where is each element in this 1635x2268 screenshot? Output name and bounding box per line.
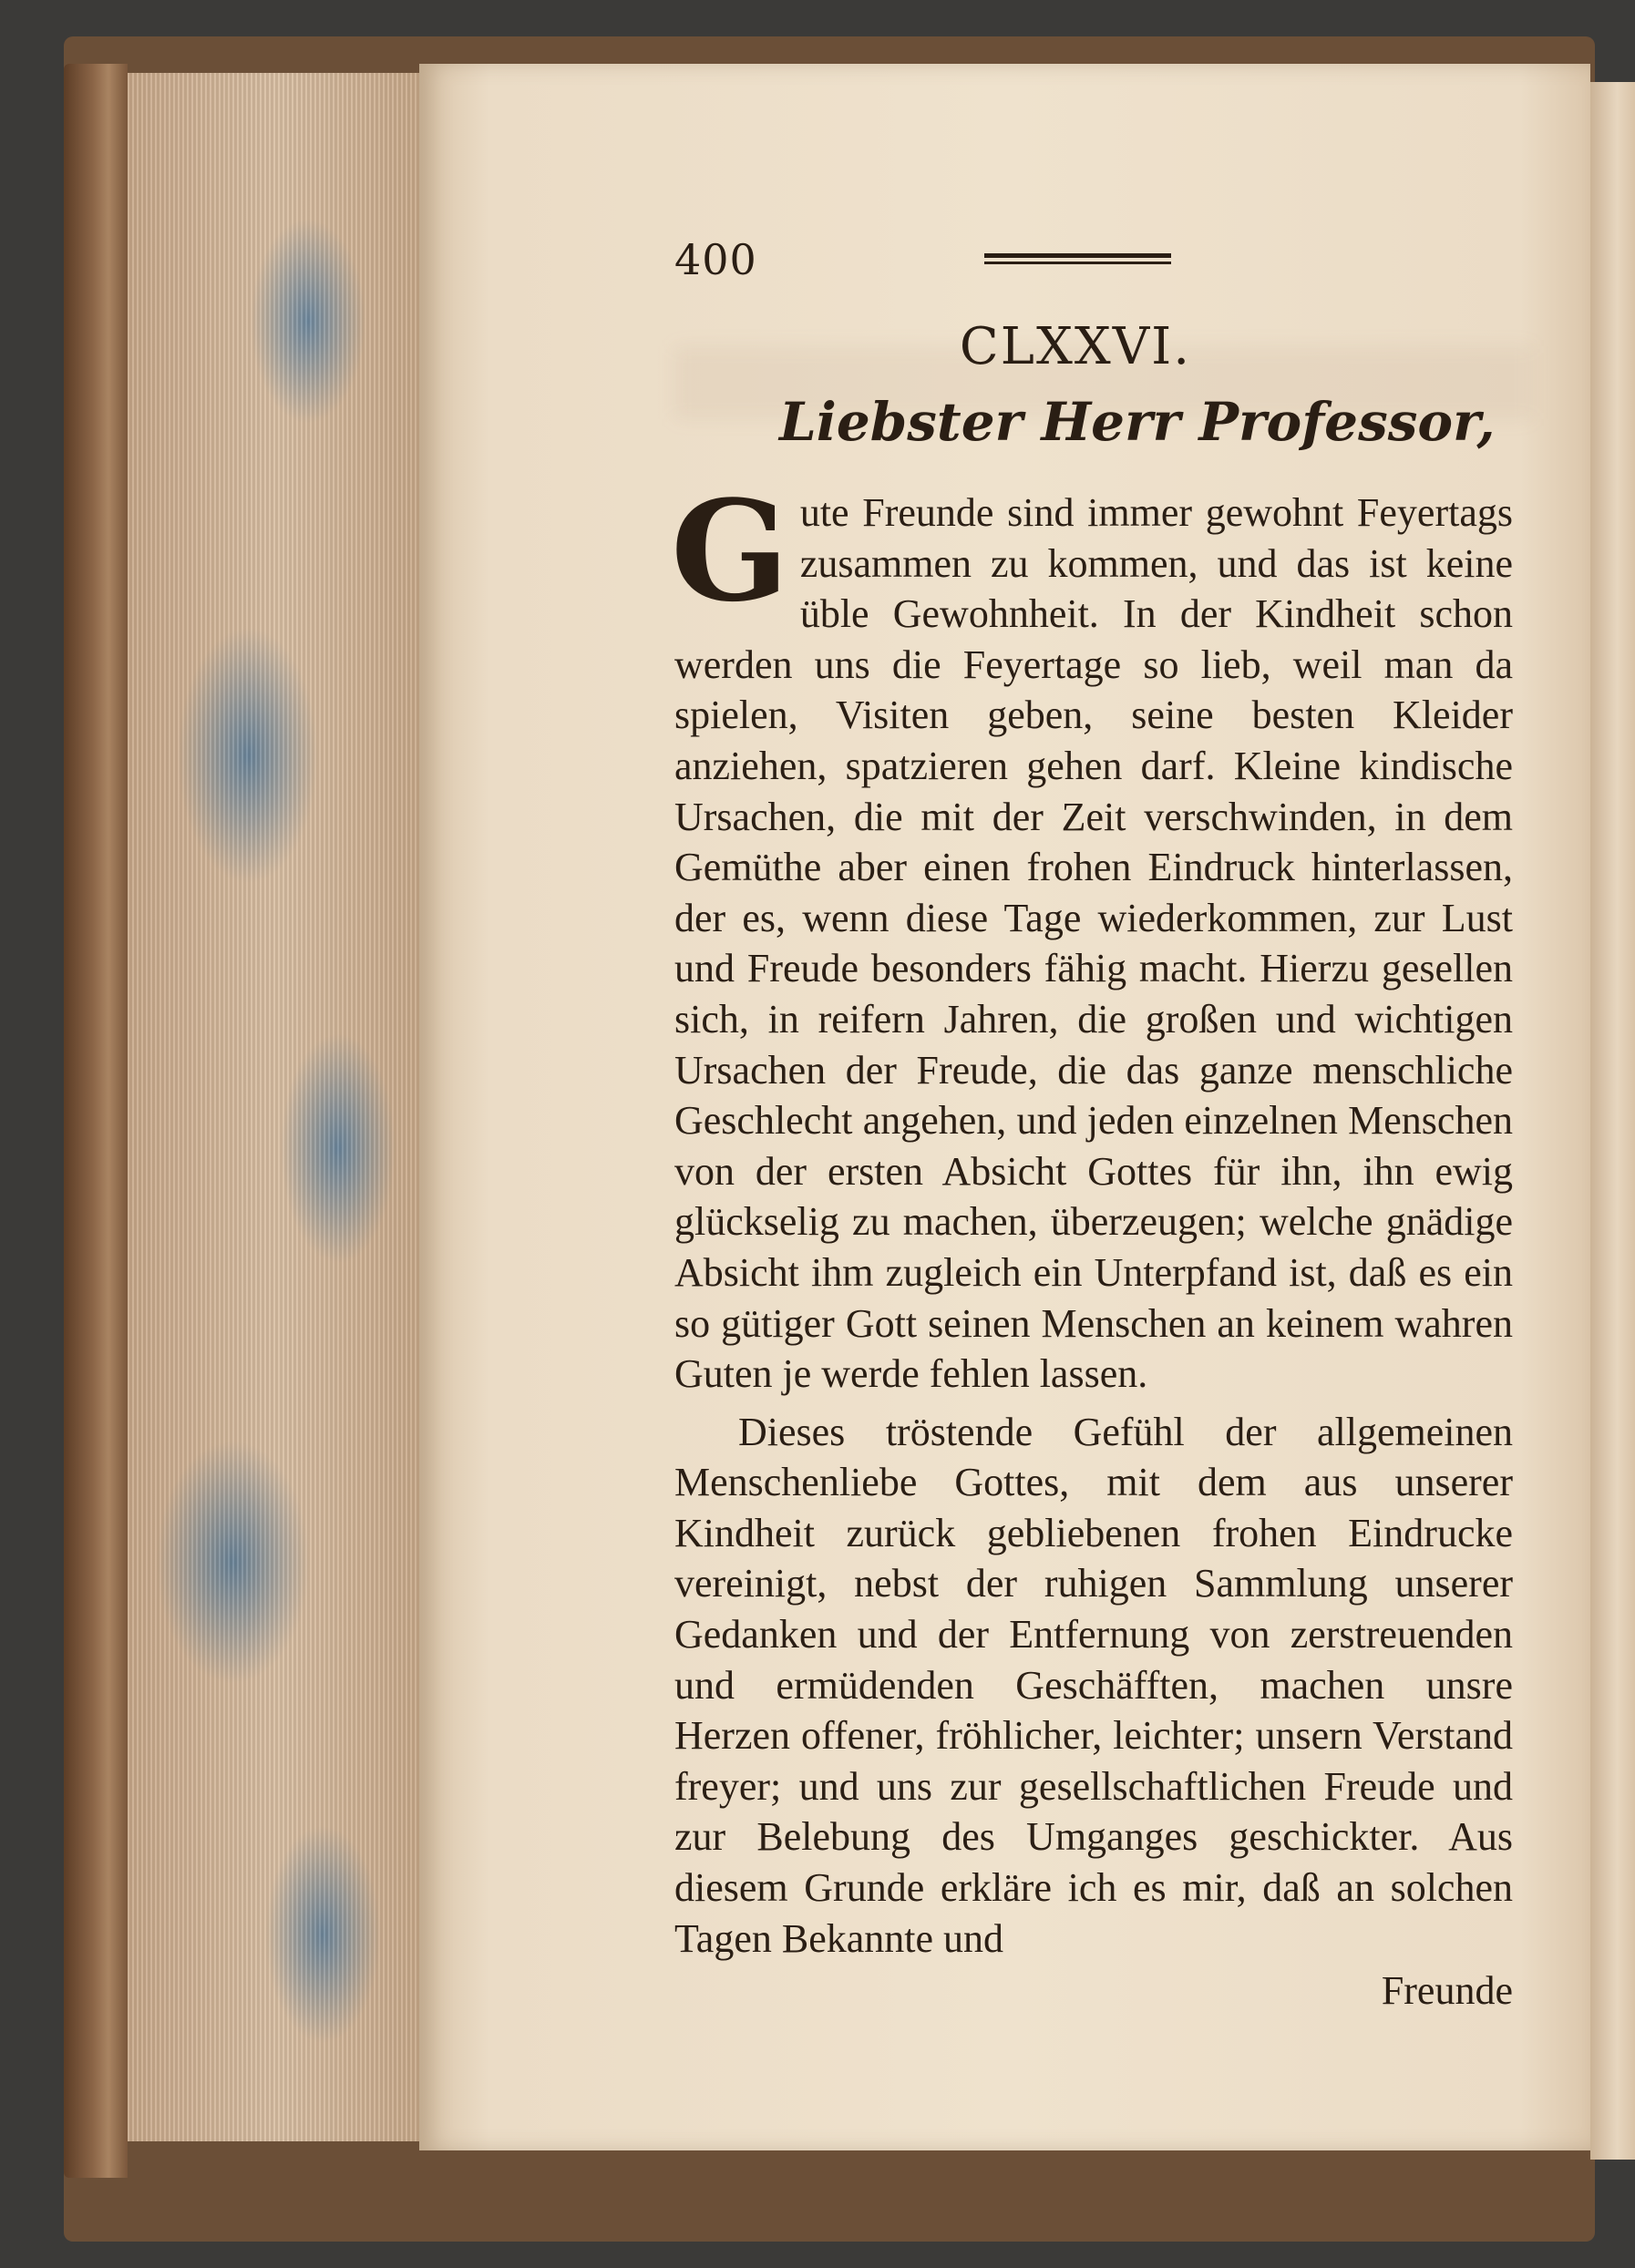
letter-number: CLXXVI. — [959, 317, 1192, 376]
paragraph-1 — [671, 469, 1513, 1400]
catchword: Freunde — [1381, 1968, 1513, 2014]
drop-cap: G — [671, 469, 789, 632]
facing-page-edge — [1590, 82, 1635, 2160]
salutation: Liebster Herr Professor, — [779, 391, 1496, 453]
marbled-page-edge — [128, 73, 430, 2141]
paragraph-1-text: ute Freunde sind immer gewohnt Feyertags zusammen zu kommen, und das ist keine üble Gewohnheit. In der Kindheit schon werden uns die Feyertage so lieb, weil man da spielen, Visiten geben, seine besten Kleider anziehen, spatzieren gehen darf. Kleine kindische Ursachen, die mit der Zeit verschwinden, in dem Gemüthe aber einen frohen Eindruck hinterlassen, der es, wenn diese Tage wiederkommen, zur Lust und Freude besonders fähig macht. Hierzu gesellen sich, in reifern Jahren, die großen und wichtigen Ursachen der Freude, die das ganze menschliche Geschlecht angehen, und jeden einzelnen Menschen von der ersten Absicht Gottes für ihn, ihn ewig glückselig zu machen, überzeugen; welche gnädige Absicht ihm zugleich ein Unterpfand ist, daß es ein so gütiger Gott seinen Menschen an keinem wahren Guten je werde fehlen lassen. — [674, 490, 1513, 1397]
header-rule — [984, 253, 1171, 273]
page-number: 400 — [674, 235, 757, 284]
book-cover-edge — [64, 64, 128, 2178]
letter-body — [671, 469, 1513, 1964]
running-header — [674, 235, 1513, 299]
page-content — [671, 235, 1513, 2014]
paragraph-2: Dieses tröstende Gefühl der allgemeinen Menschenliebe Gottes, mit dem aus unserer Kindheit zurück gebliebenen frohen Eindrucke vereinigt, nebst der ruhigen Sammlung unserer Gedanken und der Entfernung von zerstreuenden und ermüdenden Geschäfften, machen unsre Herzen offener, fröhlicher, leichter; unsern Verstand freyer; und uns zur gesellschaftlichen Freude und zur Belebung des Umganges geschickter. Aus diesem Grunde erkläre ich es mir, daß an solchen Tagen Bekannte und — [674, 1409, 1513, 1961]
